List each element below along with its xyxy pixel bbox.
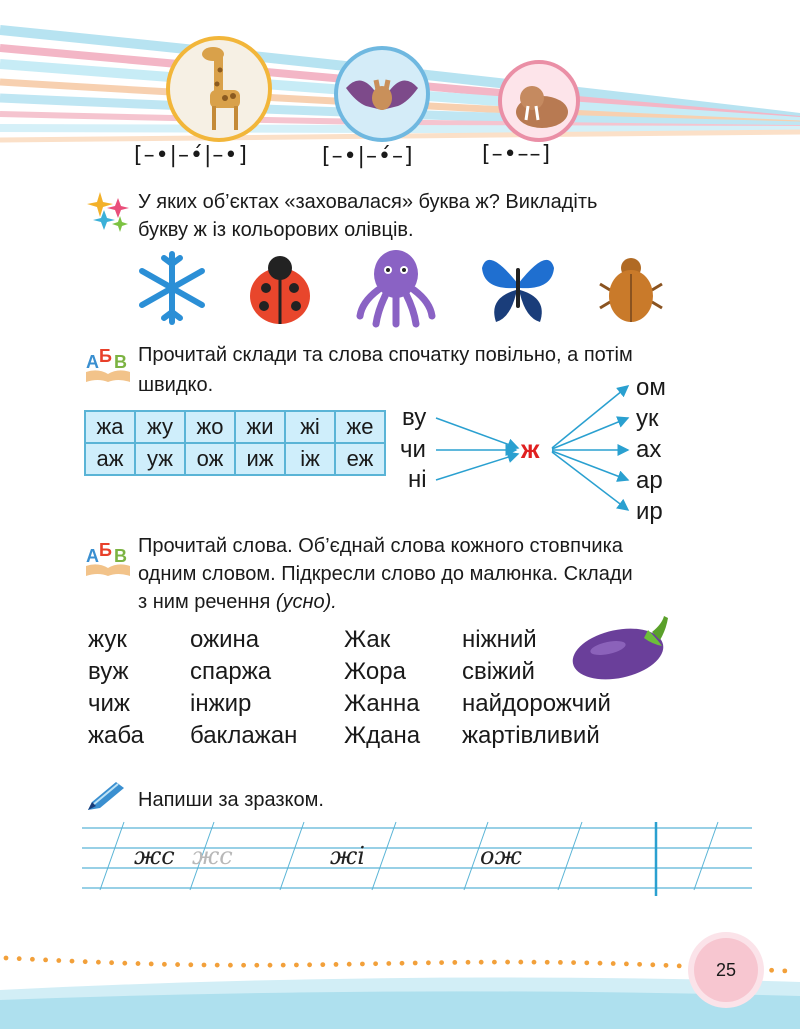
task3-note: (усно). bbox=[275, 591, 337, 613]
decor-dot bbox=[294, 963, 299, 968]
list-item: чиж bbox=[88, 690, 130, 717]
decor-dot bbox=[30, 957, 35, 962]
decor-dot bbox=[439, 960, 444, 965]
decor-dot bbox=[584, 960, 589, 965]
decor-dot bbox=[254, 963, 259, 968]
syllable-cell: аж bbox=[85, 443, 135, 475]
decor-dot bbox=[769, 968, 774, 973]
decor-dot bbox=[109, 960, 114, 965]
syllable-cell: уж bbox=[135, 443, 185, 475]
task3-instruction bbox=[138, 532, 683, 616]
syllable-cell: іж bbox=[285, 443, 335, 475]
decor-dot bbox=[136, 961, 141, 966]
word-column-2 bbox=[190, 624, 297, 752]
syllable-cell: иж bbox=[235, 443, 285, 475]
builder-left-1: ву bbox=[402, 404, 427, 431]
decor-dot bbox=[17, 956, 22, 961]
svg-text:А: А bbox=[86, 546, 99, 566]
word-column-3 bbox=[344, 624, 420, 752]
decor-dot bbox=[558, 960, 563, 965]
sample-letters-2: жі bbox=[330, 842, 365, 870]
task1-line1: У яких об’єктах «заховалася» буква ж? Викладіть bbox=[138, 191, 598, 213]
walrus-picture bbox=[498, 60, 580, 142]
decor-dot bbox=[664, 963, 669, 968]
svg-text:Б: Б bbox=[99, 540, 112, 560]
decor-dot bbox=[400, 961, 405, 966]
syllable-cell: жа bbox=[85, 411, 135, 443]
giraffe-picture bbox=[166, 36, 272, 142]
list-item: Ждана bbox=[344, 722, 421, 749]
table-row bbox=[85, 411, 385, 443]
syllable-cell: жі bbox=[285, 411, 335, 443]
task2-line1: Прочитай склади та слова спочатку повільно, а потім bbox=[138, 344, 633, 366]
builder-right-1: ом bbox=[636, 374, 666, 401]
decor-dot bbox=[598, 961, 603, 966]
syllables-table bbox=[84, 410, 386, 476]
sound-scheme-walrus: [–•––] bbox=[482, 142, 552, 167]
decor-dot bbox=[782, 968, 787, 973]
decor-dot bbox=[571, 960, 576, 965]
decor-dot bbox=[479, 960, 484, 965]
table-row bbox=[85, 443, 385, 475]
syllable-cell: жи bbox=[235, 411, 285, 443]
page-number-badge bbox=[694, 938, 758, 1002]
decor-dot bbox=[492, 960, 497, 965]
list-item: ніжний bbox=[462, 626, 537, 653]
syllable-cell: же bbox=[335, 411, 385, 443]
decor-dot bbox=[320, 962, 325, 967]
decor-dot bbox=[56, 958, 61, 963]
sound-scheme-giraffe: [–•|–•́|–•] bbox=[134, 143, 248, 168]
abc-book-icon bbox=[84, 536, 132, 578]
list-item: вуж bbox=[88, 658, 129, 685]
builder-right-3: ах bbox=[636, 436, 662, 463]
decor-dot bbox=[624, 962, 629, 967]
task3-line2: одним словом. Підкресли слово до малюнка. Склади bbox=[138, 563, 633, 585]
decor-dot bbox=[202, 963, 207, 968]
svg-text:В: В bbox=[114, 352, 127, 372]
bat-picture bbox=[334, 46, 430, 142]
handwriting-lines bbox=[82, 820, 754, 900]
list-item: ожина bbox=[190, 626, 260, 653]
builder-left-2: чи bbox=[400, 436, 426, 463]
svg-text:А: А bbox=[86, 352, 99, 372]
decor-dot bbox=[650, 962, 655, 967]
builder-right-2: ук bbox=[636, 405, 659, 432]
task2-line2: швидко. bbox=[138, 374, 214, 396]
builder-center-letter: ж bbox=[521, 434, 540, 464]
decor-dot bbox=[334, 962, 339, 967]
decor-dot bbox=[466, 960, 471, 965]
syllable-cell: еж bbox=[335, 443, 385, 475]
decor-dot bbox=[122, 961, 127, 966]
decor-dot bbox=[505, 960, 510, 965]
task4-instruction: Напиши за зразком. bbox=[138, 789, 324, 811]
decor-dot bbox=[532, 960, 537, 965]
decor-dot bbox=[162, 962, 167, 967]
decor-dot bbox=[373, 961, 378, 966]
decor-dot bbox=[83, 959, 88, 964]
builder-right-5: ир bbox=[636, 498, 663, 525]
sample-letters-trace: жс bbox=[192, 842, 233, 870]
decor-dot bbox=[413, 961, 418, 966]
list-item: інжир bbox=[190, 690, 252, 717]
decor-dot bbox=[347, 962, 352, 967]
decor-dot bbox=[426, 960, 431, 965]
octopus-picture bbox=[354, 246, 438, 328]
sample-letters-3: ож bbox=[480, 842, 522, 870]
task1-line2: букву ж із кольорових олівців. bbox=[138, 219, 414, 241]
page-number: 25 bbox=[715, 959, 737, 980]
decor-dot bbox=[518, 960, 523, 965]
decor-dot bbox=[281, 963, 286, 968]
decor-dot bbox=[545, 960, 550, 965]
decor-dot bbox=[637, 962, 642, 967]
word-column-1 bbox=[88, 624, 144, 752]
sound-scheme-bat: [–•|–•́–] bbox=[322, 144, 414, 169]
butterfly-picture bbox=[478, 248, 558, 326]
syllable-cell: ож bbox=[185, 443, 235, 475]
decor-dot bbox=[149, 962, 154, 967]
list-item: жартівливий bbox=[462, 722, 600, 749]
syllable-cell: жу bbox=[135, 411, 185, 443]
list-item: жаба bbox=[88, 722, 144, 749]
svg-text:Б: Б bbox=[99, 346, 112, 366]
beetle-picture bbox=[598, 250, 664, 326]
list-item: свіжий bbox=[462, 658, 535, 685]
decor-dot bbox=[268, 963, 273, 968]
pen-icon bbox=[84, 780, 126, 814]
abc-book-icon bbox=[84, 342, 132, 384]
sample-letters-1: жс bbox=[134, 842, 175, 870]
list-item: жук bbox=[88, 626, 127, 653]
list-item: баклажан bbox=[190, 722, 298, 749]
ladybug-picture bbox=[240, 250, 320, 328]
list-item: найдорожчий bbox=[462, 690, 611, 717]
list-item: Жак bbox=[344, 626, 391, 653]
decor-dot bbox=[215, 963, 220, 968]
svg-text:В: В bbox=[114, 546, 127, 566]
snowflake-picture bbox=[136, 250, 208, 326]
eggplant-picture bbox=[568, 610, 676, 682]
decor-dot bbox=[452, 960, 457, 965]
decor-dot bbox=[188, 962, 193, 967]
dotted-line bbox=[0, 946, 800, 986]
builder-left-3: ні bbox=[408, 466, 427, 493]
decor-dot bbox=[96, 960, 101, 965]
task3-line3: з ним речення (усно). bbox=[138, 591, 337, 613]
list-item: Жанна bbox=[344, 690, 420, 717]
decor-dot bbox=[386, 961, 391, 966]
decor-dot bbox=[677, 963, 682, 968]
decor-dot bbox=[43, 958, 48, 963]
list-item: Жора bbox=[344, 658, 406, 685]
task3-line1: Прочитай слова. Об’єднай слова кожного стовпчика bbox=[138, 535, 623, 557]
decor-dot bbox=[611, 961, 616, 966]
decor-dot bbox=[70, 959, 75, 964]
syllable-cell: жо bbox=[185, 411, 235, 443]
decor-dot bbox=[241, 963, 246, 968]
decor-dot bbox=[360, 962, 365, 967]
decor-dot bbox=[228, 963, 233, 968]
builder-right-4: ар bbox=[636, 467, 663, 494]
decor-dot bbox=[175, 962, 180, 967]
decor-dot bbox=[4, 956, 9, 961]
list-item: спаржа bbox=[190, 658, 272, 685]
star-cluster-icon bbox=[86, 190, 132, 234]
decor-dot bbox=[307, 962, 312, 967]
task1-instruction bbox=[138, 188, 678, 244]
